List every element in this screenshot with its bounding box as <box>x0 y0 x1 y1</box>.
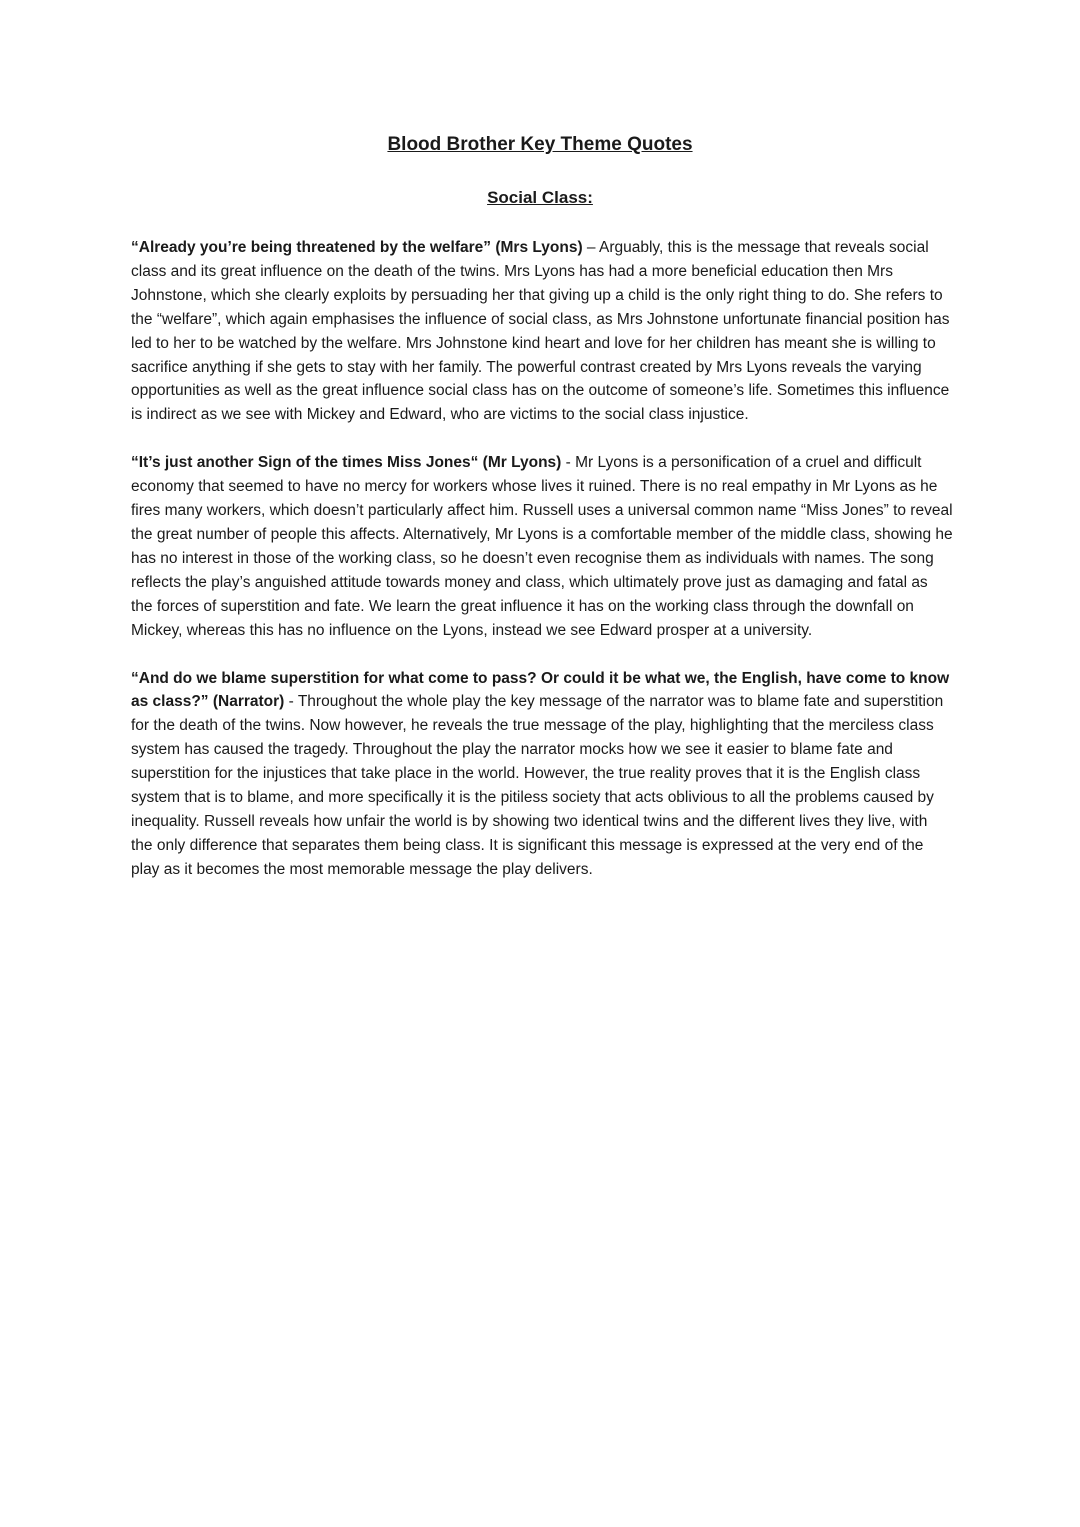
paragraph-quote: “Already you’re being threatened by the welfare” (Mrs Lyons) <box>131 239 583 256</box>
paragraph-text: - Mr Lyons is a personification of a cruel and difficult economy that seemed to have no mercy for workers whose lives it ruined. There is no real empathy in Mr Lyons as he fires many workers, which doesn’t particularly affect him. Russell uses a universal common name “Miss Jones” to reveal the great number of people this affects. Alternatively, Mr Lyons is a comfortable member of the middle class, showing he has no interest in those of the working class, so he doesn’t even recognise them as individuals with names. The song reflects the play’s anguished attitude towards money and class, which ultimately prove just as damaging and fatal as the forces of superstition and fate. We learn the great influence it has on the working class through the downfall on Mickey, whereas this has no influence on the Lyons, instead we see Edward prosper at a university. <box>131 454 953 639</box>
paragraph-sign-of-the-times <box>131 451 953 642</box>
document-title: Blood Brother Key Theme Quotes <box>387 134 693 155</box>
paragraph-quote: “It’s just another Sign of the times Miss Jones“ (Mr Lyons) <box>131 454 562 472</box>
paragraph-welfare <box>131 236 953 427</box>
paragraph-text: – Arguably, this is the message that reveals social class and its great influence on the death of the twins. Mrs Lyons has had a more beneficial education then Mrs Johnstone, which she clearly exploits by persuading her that giving up a child is the only right thing to do. She refers to the “welfare”, which again emphasises the influence of social class, as Mrs Johnstone unfortunate financial position has led to her to be watched by the welfare. Mrs Johnstone kind heart and love for her children has meant she is willing to sacrifice anything if she gets to stay with her family. The powerful contrast created by Mrs Lyons reveals the varying opportunities as well as the great influence social class has on the outcome of someone’s life. Sometimes this influence is indirect as we see with Mickey and Edward, who are victims to the social class injustice. <box>131 239 950 424</box>
section-heading: Social Class: <box>487 188 593 207</box>
paragraph-quote: “And do we blame superstition for what come to pass? Or could it be what we, the English, have come to know as class?” (Narrator) <box>131 669 950 711</box>
document-body <box>131 236 953 906</box>
paragraph-text: - Throughout the whole play the key message of the narrator was to blame fate and superstition for the death of the twins. Now however, he reveals the true message of the play, highlighting that the merciless class system has caused the tragedy. Throughout the play the narrator mocks how we see it easier to blame fate and superstition for the injustices that take place in the world. However, the true reality proves that it is the English class system that is to blame, and more specifically it is the pitiless society that acts oblivious to all the problems caused by inequality. Russell reveals how unfair the world is by showing two identical twins and the different lives they live, with the only difference that separates them being class. It is significant this message is expressed at the very end of the play as it becomes the most memorable message the play delivers. <box>131 693 944 878</box>
paragraph-superstition <box>131 667 953 882</box>
